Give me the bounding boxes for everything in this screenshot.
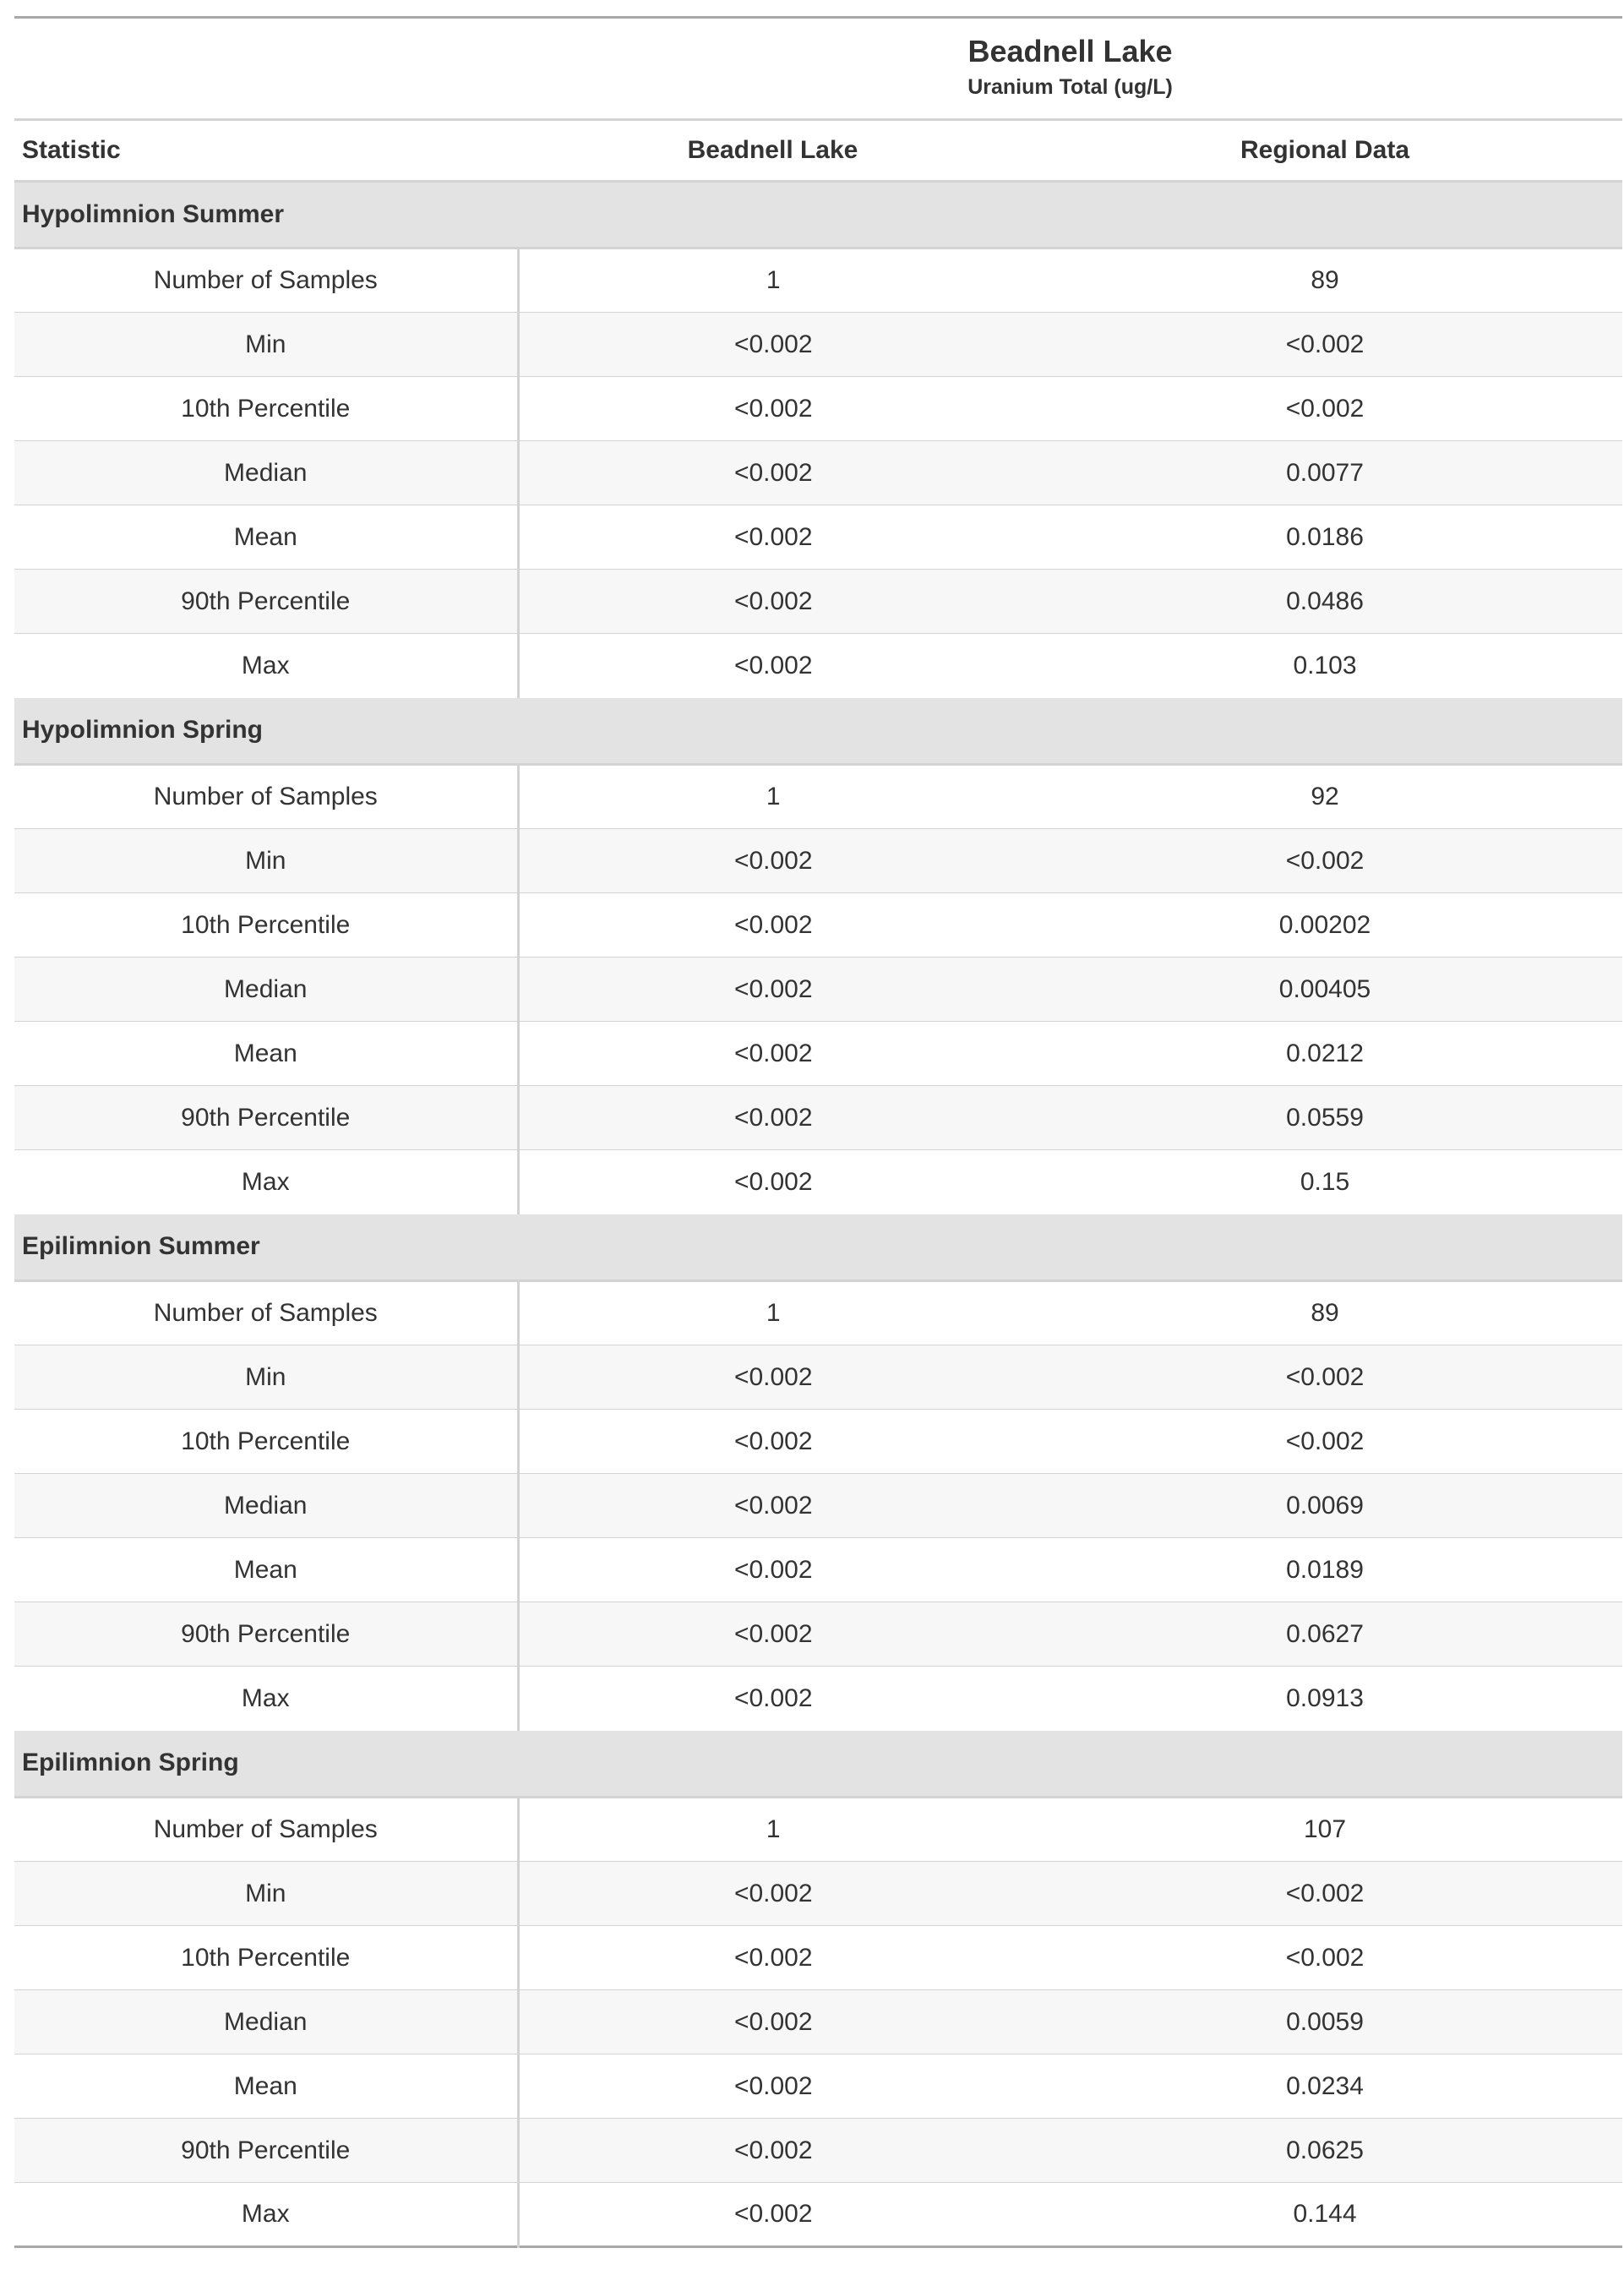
row-regional-value: 0.0627 xyxy=(1027,1602,1622,1667)
table-heading xyxy=(14,18,1622,120)
row-site-value: 1 xyxy=(518,765,1027,829)
row-site-value: <0.002 xyxy=(518,1345,1027,1410)
table-row xyxy=(14,829,1622,893)
row-site-value: 1 xyxy=(518,1281,1027,1345)
column-header-regional: Regional Data xyxy=(1027,120,1622,182)
row-site-value: <0.002 xyxy=(518,1990,1027,2054)
group-label: Hypolimnion Spring xyxy=(14,698,1622,765)
table-row xyxy=(14,441,1622,505)
row-statistic-label: Number of Samples xyxy=(14,765,518,829)
row-site-value: <0.002 xyxy=(518,570,1027,634)
row-regional-value: 0.15 xyxy=(1300,1167,1350,1196)
group-label: Epilimnion Spring xyxy=(14,1731,1622,1798)
row-site-value: 1 xyxy=(518,1798,1027,1862)
row-site-value: <0.002 xyxy=(733,651,813,679)
row-statistic-label: Min xyxy=(14,313,518,377)
row-site-value: <0.002 xyxy=(733,2200,813,2228)
row-site-value: <0.002 xyxy=(518,441,1027,505)
table-row xyxy=(14,1538,1622,1602)
row-statistic-label: Min xyxy=(14,1862,518,1926)
table-row xyxy=(14,958,1622,1022)
table-row xyxy=(14,765,1622,829)
row-statistic-label: Max xyxy=(14,1667,518,1731)
group-label: Epilimnion Summer xyxy=(14,1214,1622,1281)
row-site-value: <0.002 xyxy=(518,829,1027,893)
row-statistic-label: Min xyxy=(14,1345,518,1410)
row-statistic-label: 10th Percentile xyxy=(14,377,518,441)
row-site-value: <0.002 xyxy=(518,1926,1027,1990)
row-regional-value: <0.002 xyxy=(1027,829,1622,893)
row-regional-value: 89 xyxy=(1027,248,1622,313)
row-regional-value: 107 xyxy=(1027,1798,1622,1862)
row-site-value: <0.002 xyxy=(518,1602,1027,1667)
row-statistic-label: 10th Percentile xyxy=(14,1410,518,1474)
row-regional-value: 0.0077 xyxy=(1027,441,1622,505)
table-row xyxy=(14,1798,1622,1862)
row-regional-value: 0.0625 xyxy=(1027,2119,1622,2183)
table-row xyxy=(14,1926,1622,1990)
row-regional-value: <0.002 xyxy=(1027,313,1622,377)
table-row xyxy=(14,1990,1622,2054)
row-statistic-label: Median xyxy=(14,958,518,1022)
table-body xyxy=(14,182,1622,2247)
row-regional-value: 89 xyxy=(1027,1281,1622,1345)
group-header-row xyxy=(14,698,1622,765)
table-row xyxy=(14,570,1622,634)
row-site-value: <0.002 xyxy=(733,1683,813,1712)
row-statistic-label: Number of Samples xyxy=(14,1281,518,1345)
table-row xyxy=(14,1602,1622,1667)
row-statistic-label: Mean xyxy=(14,1538,518,1602)
table-title-row xyxy=(14,18,1622,120)
row-regional-value: 0.00405 xyxy=(1027,958,1622,1022)
row-site-value: 1 xyxy=(518,248,1027,313)
table-row xyxy=(14,248,1622,313)
row-site-value: <0.002 xyxy=(518,505,1027,570)
row-site-value: <0.002 xyxy=(518,1862,1027,1926)
summary-table xyxy=(14,16,1622,2248)
row-statistic-label: Mean xyxy=(14,1022,518,1086)
group-header-row xyxy=(14,1214,1622,1281)
row-statistic-label: Max xyxy=(14,634,518,698)
table-row xyxy=(14,1667,1622,1731)
row-statistic-label: 90th Percentile xyxy=(14,1086,518,1150)
row-statistic-label: Mean xyxy=(14,505,518,570)
row-statistic-label: Max xyxy=(14,1150,518,1214)
row-regional-value: 0.0486 xyxy=(1027,570,1622,634)
row-site-value: <0.002 xyxy=(518,1474,1027,1538)
row-site-value: <0.002 xyxy=(518,2054,1027,2119)
group-label: Hypolimnion Summer xyxy=(14,182,1622,248)
row-regional-value: <0.002 xyxy=(1027,1345,1622,1410)
row-regional-value: 0.0059 xyxy=(1027,1990,1622,2054)
row-statistic-label: Number of Samples xyxy=(14,248,518,313)
table-row xyxy=(14,1150,1622,1214)
row-site-value: <0.002 xyxy=(518,1022,1027,1086)
row-regional-value: <0.002 xyxy=(1027,377,1622,441)
group-header-row xyxy=(14,1731,1622,1798)
table-row xyxy=(14,893,1622,958)
table-row xyxy=(14,1281,1622,1345)
table-row xyxy=(14,1862,1622,1926)
row-statistic-label: Mean xyxy=(14,2054,518,2119)
column-header-row xyxy=(14,120,1622,182)
group-header-row xyxy=(14,182,1622,248)
row-site-value: <0.002 xyxy=(518,1538,1027,1602)
table-row xyxy=(14,634,1622,698)
row-site-value: <0.002 xyxy=(518,893,1027,958)
table-row xyxy=(14,2054,1622,2119)
table-row xyxy=(14,1474,1622,1538)
column-header-statistic: Statistic xyxy=(14,120,518,182)
row-regional-value: 0.00202 xyxy=(1027,893,1622,958)
row-regional-value: 0.0186 xyxy=(1027,505,1622,570)
table-row xyxy=(14,2183,1622,2247)
row-statistic-label: 90th Percentile xyxy=(14,1602,518,1667)
table-row xyxy=(14,1086,1622,1150)
column-header-site: Beadnell Lake xyxy=(518,120,1027,182)
row-regional-value: 0.0234 xyxy=(1027,2054,1622,2119)
row-regional-value: <0.002 xyxy=(1027,1926,1622,1990)
row-regional-value: 0.0189 xyxy=(1027,1538,1622,1602)
row-site-value: <0.002 xyxy=(518,1410,1027,1474)
row-site-value: <0.002 xyxy=(518,377,1027,441)
row-statistic-label: Median xyxy=(14,441,518,505)
row-statistic-label: 10th Percentile xyxy=(14,1926,518,1990)
table-row xyxy=(14,1022,1622,1086)
row-statistic-label: 10th Percentile xyxy=(14,893,518,958)
row-statistic-label: Median xyxy=(14,1474,518,1538)
row-regional-value: 0.0212 xyxy=(1027,1022,1622,1086)
row-site-value: <0.002 xyxy=(733,1167,813,1196)
row-statistic-label: 90th Percentile xyxy=(14,2119,518,2183)
table-subtitle: Uranium Total (ug/L) xyxy=(967,75,1173,99)
row-regional-value: 0.0069 xyxy=(1027,1474,1622,1538)
row-regional-value: 92 xyxy=(1027,765,1622,829)
row-site-value: <0.002 xyxy=(518,1086,1027,1150)
table-title: Beadnell Lake xyxy=(967,34,1173,68)
row-statistic-label: Number of Samples xyxy=(14,1798,518,1862)
row-statistic-label: 90th Percentile xyxy=(14,570,518,634)
table-row xyxy=(14,505,1622,570)
row-site-value: <0.002 xyxy=(518,2119,1027,2183)
row-regional-value: <0.002 xyxy=(1027,1862,1622,1926)
row-statistic-label: Min xyxy=(14,829,518,893)
row-regional-value: <0.002 xyxy=(1027,1410,1622,1474)
table-row xyxy=(14,313,1622,377)
table-row xyxy=(14,2119,1622,2183)
row-regional-value: 0.0559 xyxy=(1027,1086,1622,1150)
row-statistic-label: Median xyxy=(14,1990,518,2054)
table-row xyxy=(14,1345,1622,1410)
row-site-value: <0.002 xyxy=(518,958,1027,1022)
row-regional-value: 0.103 xyxy=(1293,651,1357,679)
table-row xyxy=(14,1410,1622,1474)
row-site-value: <0.002 xyxy=(518,313,1027,377)
row-statistic-label: Max xyxy=(14,2183,518,2247)
row-regional-value: 0.0913 xyxy=(1286,1683,1364,1712)
table-row xyxy=(14,377,1622,441)
row-regional-value: 0.144 xyxy=(1293,2200,1357,2228)
